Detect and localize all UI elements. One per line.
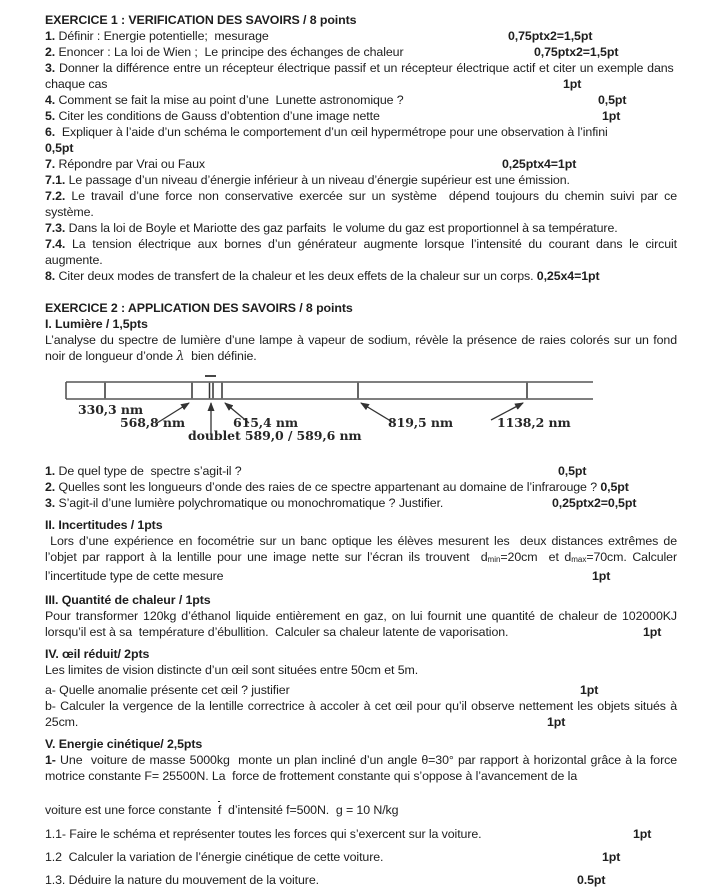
text-segment: Les limites de vision distincte d’un œil sont situées entre 50cm et 5m. [45,663,419,677]
text-segment: Citer deux modes de transfert de la chaleur et les deux effets de la chaleur sur un corps. [55,269,537,283]
item-number: 1. [45,29,56,43]
text-segment: La tension électrique aux bornes d’un générateur augmente lorsque l’intensité du courant dans le circuit augmente. [45,237,677,267]
wavelength-label: 819,5 nm [388,415,454,430]
text-segment: Comment se fait la mise au point d’une Lunette astronomique ? [55,93,404,107]
item-number: 7.3. [45,221,66,235]
text-segment: d’intensité f=500N. g = 10 N/kg [221,803,399,817]
exam-line [45,60,677,92]
exam-line [45,495,677,511]
section-heading [45,646,677,662]
section-heading [45,300,677,316]
exam-line [45,172,677,188]
text-segment: Pour transformer 120kg d’éthanol liquide entièrement en gaz, on lui fournit une quantité de chaleur de 102000KJ lorsqu’il est à sa température d’ébullition. Calculer sa chaleur latente de vaporisation. [45,609,677,639]
text-segment: Le travail d’une force non conservative exercée sur un système dépend toujours du chemin suivi par ce système. [45,189,677,219]
exam-line [45,463,677,479]
section-heading [45,517,677,533]
text-segment: =70cm. Calculer l’incertitude type de cette mesure [45,550,677,583]
item-number: 2. [45,480,56,494]
exam-line [45,872,677,888]
exam-line [45,28,677,44]
text-segment: Définir : Energie potentielle; mesurage [55,29,269,43]
text-segment: Citer les conditions de Gauss d’obtention d’une image nette [55,109,380,123]
points-value: 0.5pt [577,873,606,887]
text-segment: 1.3. Déduire la nature du mouvement de la voiture. [45,873,319,887]
points-value: 1pt [592,569,611,583]
text-segment: max [571,555,587,564]
exam-line [45,608,677,640]
exam-line [45,156,677,172]
item-number: 7.1. [45,173,66,187]
wavelength-label: 1138,2 nm [497,415,571,430]
exam-line [45,849,677,865]
points-value: 1pt [547,715,566,729]
points-value: 1pt [602,850,621,864]
section-heading [45,736,677,752]
exam-line [45,802,677,818]
item-number: EXERCICE 1 : VERIFICATION DES SAVOIRS / 8 points [45,13,357,27]
text-segment: 1.2 Calculer la variation de l’énergie cinétique de cette voiture. [45,850,384,864]
item-number: EXERCICE 2 : APPLICATION DES SAVOIRS / 8 points [45,301,353,315]
text-segment: Expliquer à l’aide d’un schéma le comportement d’un œil hypermétrope pour une observation à l’infini [55,125,608,139]
points-value: 1pt [643,625,662,639]
exam-line [45,826,677,842]
wavelength-label: 615,4 nm [233,415,299,430]
wavelength-label: 568,8 nm [120,415,186,430]
exam-line [45,752,677,784]
item-number: 7. [45,157,56,171]
exam-line [45,124,677,140]
item-number: 3. [45,496,56,510]
item-number: 6. [45,125,56,139]
item-number: 0,5pt [45,141,74,155]
text-segment: Enoncer : La loi de Wien ; Le principe des échanges de chaleur [55,45,404,59]
exam-line [45,332,677,365]
text-segment: 0,5pt [600,480,629,494]
item-number: 1. [45,464,56,478]
exam-line [45,533,677,584]
exam-line [45,140,677,156]
points-value: 0,75ptx2=1,5pt [508,29,593,43]
text-segment: b- Calculer la vergence de la lentille correctrice à accoler à cet œil pour qu’il observe nettement les objets situés à 25cm. [45,699,677,729]
text-segment: voiture est une force constante [45,803,219,817]
exam-line [45,662,677,678]
section-heading [45,592,677,608]
spectrum-figure [45,365,677,451]
points-value: 0,75ptx2=1,5pt [534,45,619,59]
exam-line [45,220,677,236]
points-value: 1pt [633,827,652,841]
section-heading [45,316,677,332]
exam-line [45,236,677,268]
item-number: 1- [45,753,56,767]
item-number: 3. [45,61,56,75]
text-segment: =20cm et d [500,550,572,564]
text-segment: min [487,555,501,564]
item-number: I. Lumière / 1,5pts [45,317,148,331]
text-segment: De quel type de spectre s’agit-il ? [55,464,242,478]
text-segment: L’analyse du spectre de lumière d’une lampe à vapeur de sodium, révèle la présence de raies colorés sur un fond noir de longueur d’onde [45,333,677,363]
text-segment: Une voiture de masse 5000kg monte un plan incliné d’un angle θ=30° par rapport à horizontal grâce à la force motrice constante F= 25500N. La force de frottement constante qui s’oppose à l’avancement de la [45,753,677,783]
exam-line [45,92,677,108]
text-segment: Donner la différence entre un récepteur électrique passif et un récepteur électrique actif et citer un exemple dans chaque cas [45,61,677,91]
item-number: 7.4. [45,237,66,251]
item-number: 7.2. [45,189,66,203]
points-value: 0,25ptx2=0,5pt [552,496,637,510]
item-number: V. Energie cinétique/ 2,5pts [45,737,203,751]
points-value: 1pt [602,109,621,123]
text-segment: 0,25x4=1pt [536,269,600,283]
exam-line [45,479,677,495]
text-segment: bien définie. [184,349,257,363]
text-segment: Dans la loi de Boyle et Mariotte des gaz parfaits le volume du gaz est proportionnel à sa température. [65,221,618,235]
section-heading [45,12,677,28]
document-content [45,12,677,888]
spectrum-diagram [45,365,677,451]
item-number: II. Incertitudes / 1pts [45,518,163,532]
exam-line [45,188,677,220]
text-segment: f [218,803,222,817]
points-value: 0,5pt [598,93,627,107]
item-number: III. Quantité de chaleur / 1pts [45,593,211,607]
text-segment: a- Quelle anomalie présente cet œil ? justifier [45,683,290,697]
text-segment: Répondre par Vrai ou Faux [55,157,205,171]
item-number: 5. [45,109,56,123]
item-number: 8. [45,269,56,283]
exam-line [45,108,677,124]
spacer [45,284,677,300]
wavelength-label: doublet 589,0 / 589,6 nm [188,428,362,443]
exam-line [45,268,677,284]
spacer [45,451,677,463]
text-segment: Le passage d’un niveau d’énergie inférieur à un niveau d’énergie supérieur est une émission. [65,173,570,187]
exam-line [45,698,677,730]
text-segment: λ [176,349,185,364]
text-segment: Lors d’une expérience en focométrie sur un banc optique les élèves mesurent les deux distances extrêmes de l’objet par rapport à la lentille pour une image nette sur l’écran ils trouvent d [45,534,677,564]
item-number: 4. [45,93,56,107]
wavelength-label: 330,3 nm [78,402,144,417]
exam-line [45,44,677,60]
text-segment: Quelles sont les longueurs d’onde des raies de ce spectre appartenant au domaine de l’infrarouge ? [55,480,601,494]
exam-line [45,682,677,698]
item-number: 2. [45,45,56,59]
item-number: IV. œil réduit/ 2pts [45,647,150,661]
points-value: 0,5pt [558,464,587,478]
text-segment: S’agit-il d’une lumière polychromatique ou monochromatique ? Justifier. [55,496,444,510]
points-value: 1pt [580,683,599,697]
points-value: 1pt [563,77,582,91]
points-value: 0,25ptx4=1pt [502,157,577,171]
text-segment: 1.1- Faire le schéma et représenter toutes les forces qui s’exercent sur la voiture. [45,827,482,841]
